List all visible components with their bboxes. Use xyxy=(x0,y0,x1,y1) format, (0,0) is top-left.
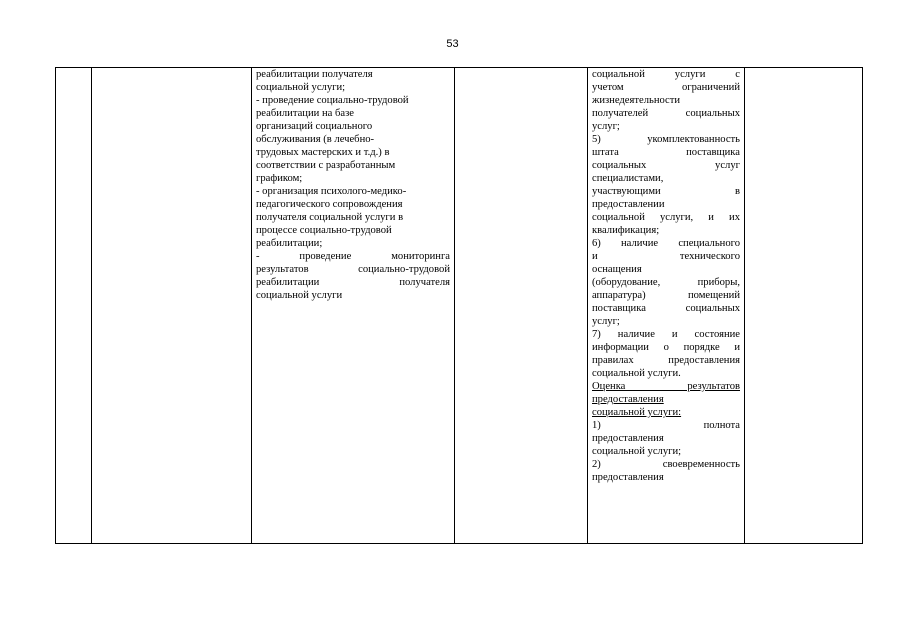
text-line: правилах предоставления xyxy=(592,355,740,366)
text-line: (оборудование, приборы, xyxy=(592,277,740,288)
text-line: - проведение мониторинга xyxy=(256,251,450,262)
text-line: поставщика социальных xyxy=(592,303,740,314)
text-line: социальных услуг xyxy=(592,160,740,171)
text-line: социальной услуги с xyxy=(592,69,740,80)
table-row xyxy=(56,68,863,544)
text-line: услуг; xyxy=(592,121,620,132)
cell-service-description xyxy=(252,68,455,544)
text-line: предоставления xyxy=(592,433,664,444)
text-line: обслуживания (в лечебно- xyxy=(256,134,375,145)
text-line: предоставлении xyxy=(592,199,665,210)
text-line-underlined: социальной услуги: xyxy=(592,407,682,418)
services-table xyxy=(55,67,863,544)
text-line: и технического xyxy=(592,251,740,262)
cell-conditions xyxy=(745,68,863,544)
text-line: аппаратура) помещений xyxy=(592,290,740,301)
text-line: - проведение социально-трудовой xyxy=(256,95,409,106)
text-line: участвующими в xyxy=(592,186,740,197)
text-line: - организация психолого-медико- xyxy=(256,186,407,197)
text-line: учетом ограничений xyxy=(592,82,740,93)
text-line-underlined: предоставления xyxy=(592,394,664,405)
page-number: 53 xyxy=(446,38,459,50)
text-line: оснащения xyxy=(592,264,642,275)
text-line: педагогического сопровождения xyxy=(256,199,403,210)
text-line: 1) полнота xyxy=(592,420,740,431)
text-line: социальной услуги xyxy=(256,290,343,301)
text-line: социальной услуги; xyxy=(592,446,682,457)
text-line: услуг; xyxy=(592,316,620,327)
cell-deadline xyxy=(455,68,588,544)
text-line: получателей социальных xyxy=(592,108,740,119)
text-line: графиком; xyxy=(256,173,303,184)
text-line: 6) наличие специального xyxy=(592,238,740,249)
text-line: реабилитации получателя xyxy=(256,277,450,288)
text-line: 2) своевременность xyxy=(592,459,740,470)
text-line: квалификация; xyxy=(592,225,660,236)
text-line: трудовых мастерских и т.д.) в xyxy=(256,147,390,158)
text-line: 7) наличие и состояние xyxy=(592,329,740,340)
cell-quality-indicators xyxy=(588,68,745,544)
cell-number xyxy=(56,68,92,544)
text-line: получателя социальной услуги в xyxy=(256,212,404,223)
text-line: организаций социального xyxy=(256,121,373,132)
text-line: штата поставщика xyxy=(592,147,740,158)
text-line: 5) укомплектованность xyxy=(592,134,740,145)
text-line: результатов социально-трудовой xyxy=(256,264,450,275)
text-line: предоставления xyxy=(592,472,664,483)
cell-service-name xyxy=(92,68,252,544)
text-line: социальной услуги. xyxy=(592,368,681,379)
text-line: информации о порядке и xyxy=(592,342,740,353)
text-line: реабилитации; xyxy=(256,238,323,249)
text-line: социальной услуги; xyxy=(256,82,346,93)
text-line: реабилитации на базе xyxy=(256,108,354,119)
text-line: процессе социально-трудовой xyxy=(256,225,392,236)
text-line: соответствии с разработанным xyxy=(256,160,396,171)
text-line: социальной услуги, и их xyxy=(592,212,740,223)
text-line: специалистами, xyxy=(592,173,664,184)
text-line: реабилитации получателя xyxy=(256,69,373,80)
text-line: жизнедеятельности xyxy=(592,95,681,106)
text-line-underlined: Оценка результатов xyxy=(592,381,740,392)
